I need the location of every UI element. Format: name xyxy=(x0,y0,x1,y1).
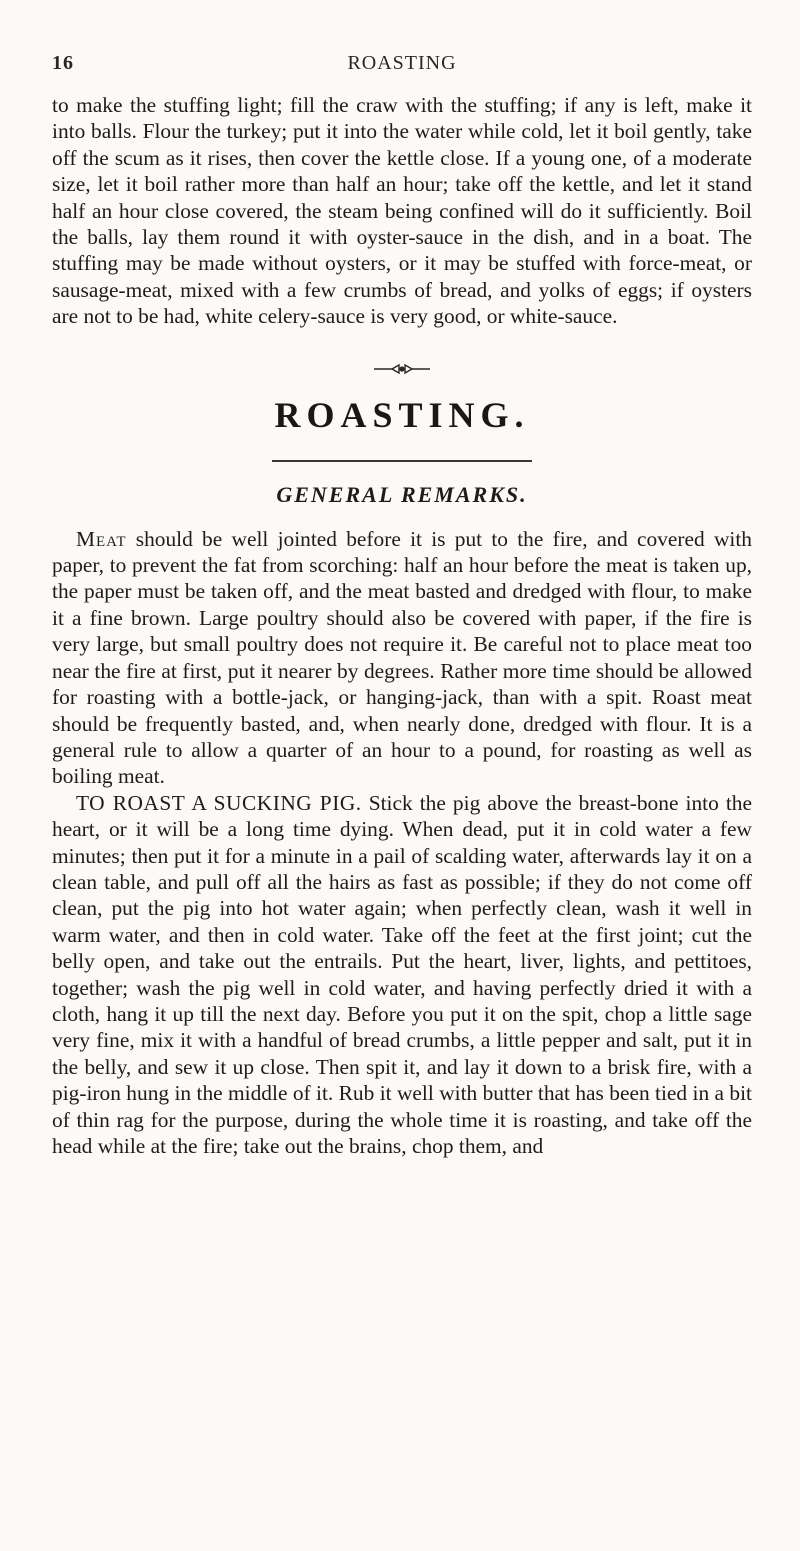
general-remarks-paragraph xyxy=(52,526,752,790)
section-rule xyxy=(272,460,532,462)
section-title: ROASTING. xyxy=(274,394,530,435)
running-header xyxy=(52,52,752,92)
recipe-text: Stick the pig above the breast-bone into the heart, or it will be a long time dying. When dead, put it in cold water a few minutes; then put it for a minute in a pail of scalding water, afterwards lay it on a clean table, and pull off all the hairs as fast as possible; if they do not come off clean, put the pig into hot water again; when perfectly clean, wash it well in warm water, and then in cold water. Take off the feet at the first joint; cut the belly open, and take out the entrails. Put the heart, liver, lights, and pettitoes, together; wash the pig well in cold water, and having perfectly dried it with a cloth, hang it up till the next day. Before you put it on the spit, chop a little sage very fine, mix it with a handful of bread crumbs, a little pepper and salt, put it in the belly, and sew it up close. Then spit it, and lay it down to a brisk fire, with a pig-iron hung in the middle of it. Rub it well with butter that has been tied in a bit of thin rag for the purpose, during the whole time it is roasting, and take off the head while at the fire; take out the brains, chop them, and xyxy=(52,790,752,1158)
section-subtitle: GENERAL REMARKS. xyxy=(276,481,528,507)
ornament-icon xyxy=(372,362,432,376)
running-title: ROASTING xyxy=(347,52,457,74)
ornament-divider xyxy=(52,362,752,376)
book-page xyxy=(52,52,752,1159)
recipe-paragraph xyxy=(52,790,752,1160)
lead-word: Meat xyxy=(76,526,127,551)
general-remarks-text: should be well jointed before it is put to the fire, and covered with paper, to prevent the fat from scorching: half an hour before the meat is taken up, the paper must be taken off, and the meat basted and dredged with flour, to make it a fine brown. Large poultry should also be covered with paper, if the fire is very large, but small poultry does not require it. Be careful not to place meat too near the fire at first, put it nearer by degrees. Rather more time should be allowed for roasting with a bottle-jack, or hanging-jack, than with a spit. Roast meat should be frequently basted, and, when nearly done, dredged with flour. It is a general rule to allow a quarter of an hour to a pound, for roasting as well as boiling meat. xyxy=(52,526,752,789)
continuation-paragraph: to make the stuffing light; fill the craw with the stuffing; if any is left, make it into balls. Flour the turkey; put it into the water while cold, let it boil gently, take off the scum as it rises, then cover the kettle close. If a young one, of a moderate size, let it boil rather more than half an hour; take off the kettle, and let it stand half an hour close covered, the steam being confined will do it sufficiently. Boil the balls, lay them round it with oyster-sauce in the dish, and in a boat. The stuffing may be made without oysters, or it may be stuffed with force-meat, or sausage-meat, mixed with a few crumbs of bread, and yolks of eggs; if oysters are not to be had, white celery-sauce is very good, or white-sauce. xyxy=(52,93,752,329)
page-number: 16 xyxy=(52,52,74,74)
recipe-title: TO ROAST A SUCKING PIG. xyxy=(76,790,362,815)
